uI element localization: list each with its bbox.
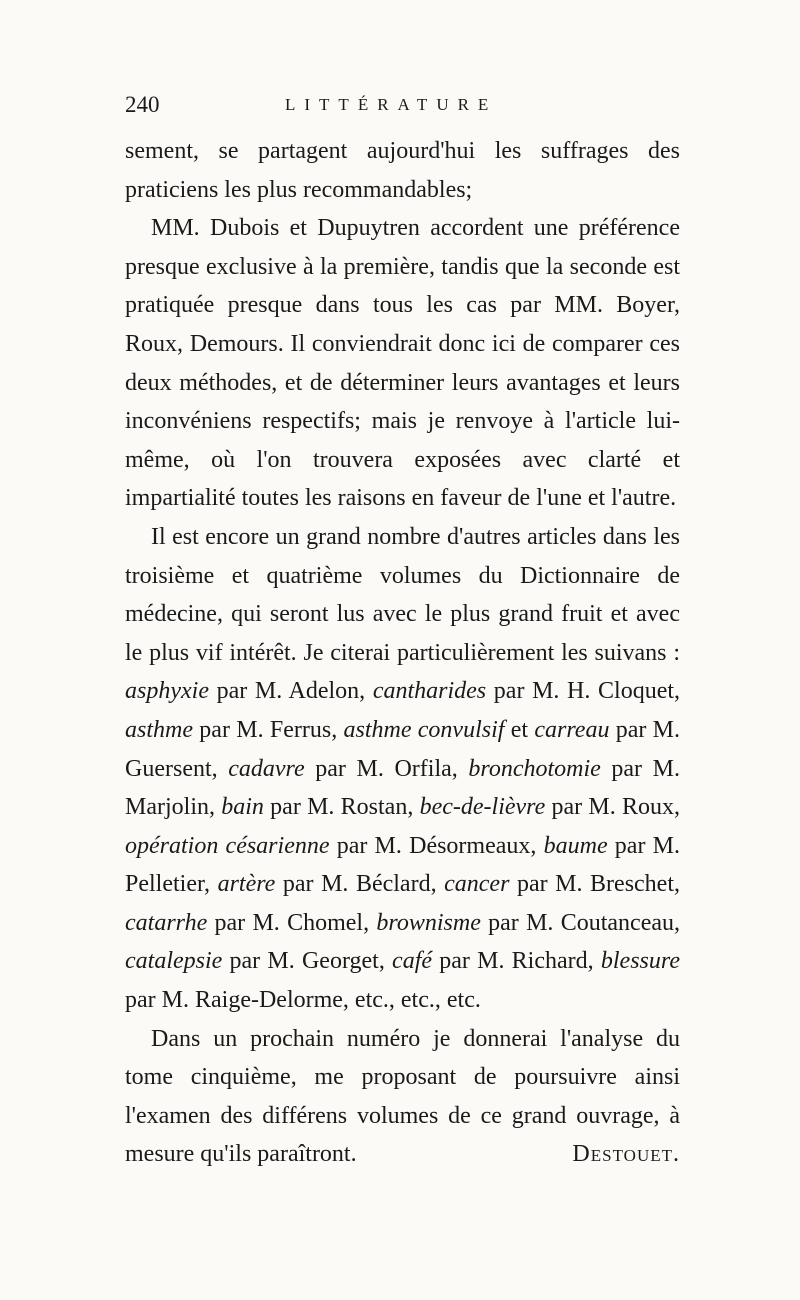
article-title: brownisme <box>376 909 481 936</box>
running-title: LITTÉRATURE <box>285 95 498 114</box>
text-run: Il est encore un grand nombre d'autres articles dans les troisième et quatrième volumes du Dictionnaire de médecine, qui seront lus avec le plus grand fruit et avec le plus vif intérêt. Je citerai particulièrement les suivans : <box>125 523 680 666</box>
text-run: par M. Georget, <box>222 948 393 975</box>
paragraph-articles <box>125 518 680 1020</box>
paragraph-continuation <box>125 132 680 209</box>
article-title: cancer <box>444 871 510 898</box>
text-run: par M. Richard, <box>432 948 601 975</box>
text-run: par M. Breschet, <box>509 871 681 898</box>
text-run: par M. Guersent, <box>125 716 681 782</box>
article-title: opération césarienne <box>125 832 330 859</box>
text-run: par M. Béclard, <box>275 871 445 898</box>
article-title: bronchotomie <box>468 755 601 782</box>
text-run: par M. Désormeaux, <box>329 832 544 859</box>
text-run: par M. Pelletier, <box>125 832 680 898</box>
article-title: catalepsie <box>125 948 223 975</box>
body-text <box>125 132 680 1174</box>
paragraph-closing <box>125 1020 680 1174</box>
paragraph-text: MM. Dubois et Dupuytren accordent une préférence presque exclusive à la première, tandis que la seconde est pratiquée presque dans tous les cas par MM. Boyer, Roux, Demours. Il conviendrait donc ici de comparer ces deux méthodes, et de déterminer leurs avantages et leurs inconvéniens respectifs; mais je renvoye à l'article lui-même, où l'on trouvera exposées avec clarté et impartialité toutes les raisons en faveur de l'une et l'autre. <box>125 215 680 512</box>
article-title: bain <box>221 794 264 821</box>
text-run: par M. Marjolin, <box>125 755 680 821</box>
text-run: par M. Rostan, <box>263 794 420 821</box>
text-run: et <box>504 716 535 743</box>
article-title: artère <box>217 871 276 898</box>
page-number: 240 <box>125 92 160 117</box>
paragraph-methods <box>125 209 680 518</box>
text-run: par M. H. Cloquet, <box>486 678 681 705</box>
paragraph-text: sement, se partagent aujourd'hui les suffrages des praticiens les plus recommandables; <box>125 138 680 203</box>
article-title: café <box>392 948 433 975</box>
article-title: asthme convulsif <box>343 716 505 743</box>
text-run: par M. Adelon, <box>208 678 373 705</box>
article-title: asphyxie <box>125 678 209 705</box>
article-title: baume <box>543 832 608 859</box>
text-run: par M. Coutanceau, <box>480 909 680 936</box>
text-run: par M. Chomel, <box>207 909 377 936</box>
article-title: asthme <box>125 716 193 743</box>
paragraph-text: Dans un prochain numéro je donnerai l'analyse du tome cinquième, me proposant de poursuivre ainsi l'examen des différens volumes de ce grand ouvrage, à mesure qu'ils paraîtront. <box>125 1025 680 1168</box>
article-title: bec-de-lièvre <box>419 794 546 821</box>
text-run: par M. Roux, <box>545 794 681 821</box>
article-title: carreau <box>534 716 610 743</box>
running-head <box>125 92 685 122</box>
article-title: blessure <box>600 948 680 975</box>
article-title: catarrhe <box>125 909 208 936</box>
text-run: par M. Orfila, <box>304 755 469 782</box>
article-title: cadavre <box>228 755 305 782</box>
text-run: par M. Raige-Delorme, etc., etc., etc. <box>125 987 481 1014</box>
text-run: par M. Ferrus, <box>193 716 344 743</box>
author-signature: Destouet. <box>572 1141 680 1168</box>
article-title: cantharides <box>372 678 487 705</box>
